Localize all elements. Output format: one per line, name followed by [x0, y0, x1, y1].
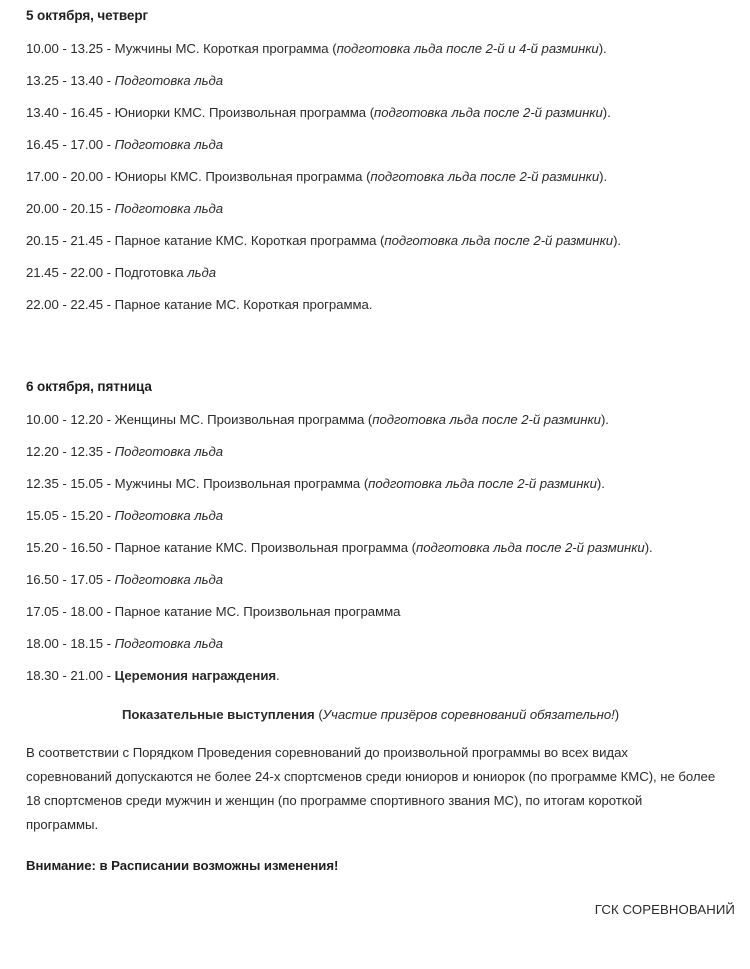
schedule-entry: [26, 58, 716, 90]
schedule-entry: [26, 493, 716, 525]
entry-title: Подготовка: [114, 265, 188, 280]
regulations-paragraph: В соответствии с Порядком Проведения соревнований до произвольной программы во всех видах соревнований допускаются не более 24-х спортсменов среди юниоров и юниорок (по программе КМС), не более 18 спортсменов среди мужчин и женщин (по программе спортивного звания МС), по итогам короткой программы.: [26, 745, 716, 832]
entry-paren-close: ).: [613, 233, 622, 248]
entry-title: Парное катание МС. Короткая программа.: [114, 297, 373, 312]
entry-time: 20.15 - 21.45 -: [26, 233, 115, 248]
entry-time: 22.00 - 22.45 -: [26, 297, 115, 312]
entry-title: Церемония награждения: [114, 668, 277, 683]
schedule-entry: [26, 525, 716, 557]
schedule-entry: [26, 589, 716, 621]
entry-time: 16.50 - 17.05 -: [26, 572, 115, 587]
entry-paren-close: ).: [644, 540, 653, 555]
entry-paren-open: (: [332, 41, 337, 56]
entry-time: 13.40 - 16.45 -: [26, 105, 115, 120]
schedule-entry: [26, 24, 716, 58]
entry-title: Парное катание КМС. Короткая программа: [114, 233, 381, 248]
entry-note: подготовка льда после 2-й разминки: [368, 476, 597, 491]
entry-note: подготовка льда после 2-й разминки: [374, 105, 603, 120]
schedule-entry: [26, 557, 716, 589]
entry-time: 13.25 - 13.40 -: [26, 73, 115, 88]
entry-paren-open: (: [363, 476, 369, 491]
entry-note: Подготовка льда: [114, 201, 224, 216]
entry-title: Мужчины МС. Короткая программа: [114, 41, 333, 56]
schedule-entry: [26, 154, 716, 186]
entry-paren-close: ).: [598, 41, 607, 56]
schedule-entry: [26, 90, 716, 122]
entry-time: 17.05 - 18.00 -: [26, 604, 115, 619]
entry-paren-close: ).: [602, 105, 611, 120]
entry-note: подготовка льда после 2-й разминки: [372, 412, 601, 427]
document-footer: ГСК СОРЕВНОВАНИЙ: [594, 902, 735, 917]
day-heading-1: 5 октября, четверг: [26, 8, 149, 23]
section-divider: [26, 314, 716, 378]
attention-notice: Внимание: в Расписании возможны изменения!: [26, 858, 339, 873]
entry-time: 18.30 - 21.00 -: [26, 668, 115, 683]
entry-note: подготовка льда после 2-й и 4-й разминки: [336, 41, 599, 56]
entry-paren-close: ).: [596, 476, 605, 491]
entry-note: подготовка льда после 2-й разминки: [384, 233, 614, 248]
day-heading-2: 6 октября, пятница: [26, 379, 152, 394]
entry-note: Подготовка льда: [114, 73, 224, 88]
entry-time: 16.45 - 17.00 -: [26, 137, 115, 152]
document-content: [26, 0, 735, 919]
entry-time: 18.00 - 18.15 -: [26, 636, 115, 651]
schedule-entry: [26, 186, 716, 218]
entry-time: 10.00 - 13.25 -: [26, 41, 115, 56]
entry-note: подготовка льда после 2-й разминки: [415, 540, 645, 555]
entry-title: Женщины МС. Произвольная программа: [114, 412, 368, 427]
entry-paren-open: (: [367, 412, 373, 427]
entry-time: 17.00 - 20.00 -: [26, 169, 115, 184]
entry-title: Парное катание КМС. Произвольная программа: [114, 540, 412, 555]
entry-title: Юниорки КМС. Произвольная программа: [114, 105, 370, 120]
entry-tail: .: [276, 668, 280, 683]
entry-time: 15.20 - 16.50 -: [26, 540, 115, 555]
schedule-entry: [26, 122, 716, 154]
schedule-entry: [26, 395, 716, 429]
schedule-entry: [26, 621, 716, 653]
entry-note: Подготовка льда: [114, 636, 224, 651]
showcase-paren-open: (: [314, 707, 323, 722]
entry-time: 10.00 - 12.20 -: [26, 412, 115, 427]
entry-time: 12.35 - 15.05 -: [26, 476, 115, 491]
entry-title: Парное катание МС. Произвольная программа: [114, 604, 401, 619]
entry-time: 12.20 - 12.35 -: [26, 444, 115, 459]
entry-time: 15.05 - 15.20 -: [26, 508, 115, 523]
entry-paren-open: (: [366, 169, 371, 184]
entry-note: Подготовка льда: [114, 444, 224, 459]
entry-paren-close: ).: [599, 169, 608, 184]
schedule-entry: [26, 250, 716, 282]
entry-paren-open: (: [369, 105, 375, 120]
entry-note: подготовка льда после 2-й разминки: [370, 169, 600, 184]
showcase-paren-close: ): [614, 707, 620, 722]
entry-time: 20.00 - 20.15 -: [26, 201, 115, 216]
entry-title: Юниоры КМС. Произвольная программа: [114, 169, 367, 184]
schedule-entry: [26, 461, 716, 493]
schedule-entry-award: [26, 653, 716, 685]
showcase-note: Участие призёров соревнований обязательно!: [322, 707, 615, 722]
entry-paren-close: ).: [600, 412, 609, 427]
schedule-entry: [26, 282, 716, 314]
entry-note: Подготовка льда: [114, 572, 224, 587]
schedule-entry: [26, 218, 716, 250]
entry-title: Мужчины МС. Произвольная программа: [114, 476, 364, 491]
entry-note: Подготовка льда: [114, 137, 224, 152]
entry-paren-open: (: [380, 233, 385, 248]
entry-note: льда: [187, 265, 216, 280]
entry-note: Подготовка льда: [114, 508, 224, 523]
entry-paren-open: (: [411, 540, 416, 555]
schedule-entry: [26, 429, 716, 461]
showcase-line: [26, 685, 716, 724]
entry-time: 21.45 - 22.00 -: [26, 265, 115, 280]
showcase-title: Показательные выступления: [122, 707, 315, 722]
